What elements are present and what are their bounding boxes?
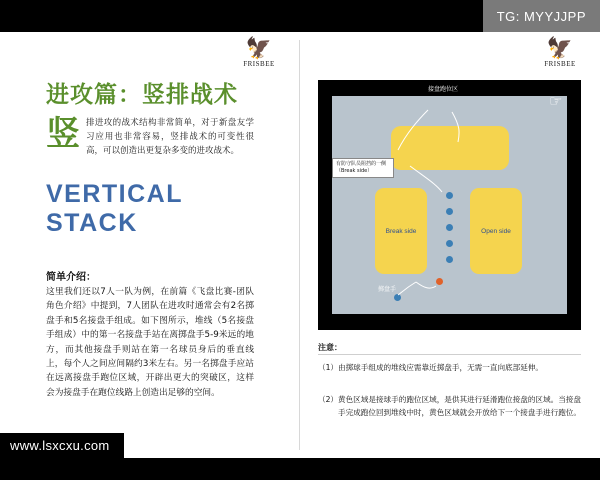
hand-pointer-icon: ☞ bbox=[549, 93, 563, 110]
intro-block bbox=[46, 116, 254, 158]
break-side-zone: Break side bbox=[375, 188, 427, 274]
note-item bbox=[318, 362, 581, 375]
drop-cap: 竖 bbox=[46, 114, 80, 154]
note-text: 由掷球手组成的堆线应需靠近掷盘手，无需一直向底部延伸。 bbox=[338, 363, 544, 372]
logo-right bbox=[538, 38, 582, 78]
page-title: 进攻篇：竖排战术 bbox=[46, 82, 238, 108]
tg-badge: TG: MYYJJPP bbox=[483, 0, 600, 32]
note-number: （1） bbox=[318, 363, 339, 372]
note-item bbox=[318, 394, 581, 419]
tactics-diagram bbox=[318, 80, 581, 330]
note-text: 黄色区域是接球手的跑位区域，是供其进行延滑跑位接盘的区域。当接盘手完成跑位回到堆线中时，黄色区域就会开放给下一个接盘手进行跑位。 bbox=[338, 395, 581, 417]
endzone-label: 接盘跑位区 bbox=[428, 86, 459, 93]
document-sheet bbox=[0, 32, 600, 458]
watermark: www.lsxcxu.com bbox=[0, 433, 124, 458]
intro-text: 排进攻的战术结构非常简单，对于新盘友学习应用也非常容易，竖排战术的可变性很高，可以创造出更复杂多变的进攻战术。 bbox=[86, 118, 254, 156]
right-column bbox=[300, 32, 600, 458]
bottom-black-bar bbox=[0, 458, 600, 480]
headline-vertical-stack: VERTICAL STACK bbox=[46, 180, 183, 237]
notes-title: 注意： bbox=[318, 343, 342, 352]
brand-label: FRISBEE bbox=[243, 60, 275, 68]
section-heading: 简单介绍： bbox=[46, 272, 96, 283]
notes-rule bbox=[318, 354, 581, 355]
diagram-leader-lines bbox=[332, 96, 567, 314]
thrower-label: 掷盘手 bbox=[378, 286, 397, 293]
eagle-icon: 🦅 bbox=[546, 37, 574, 60]
left-column bbox=[0, 32, 299, 458]
brand-label: FRISBEE bbox=[544, 60, 576, 68]
break-side-callout: 有防守队员阻挡的一侧（Break side） bbox=[332, 158, 394, 178]
eagle-icon: 🦅 bbox=[245, 37, 273, 60]
note-number: （2） bbox=[318, 395, 339, 404]
logo-left bbox=[237, 38, 281, 78]
open-side-zone: Open side bbox=[470, 188, 522, 274]
court-field bbox=[332, 96, 567, 314]
body-text: 这里我们还以7人一队为例，在前篇《飞盘比赛-团队角色介绍》中提到，7人团队在进攻时通常会有2名掷盘手和5名接盘手组成。如下图所示，堆线（5名接盘手组成）中的第一名接盘手站在离掷盘手5-9米远的地方，而其他接盘手则站在第一名球员身后的垂直线上，每个人之间应间隔约3米左右。另一名掷盘手应站在远离接盘手跑位区域，开辟出更大的突破区，这样会为接盘手在跑位线路上创造出足够的空间。 bbox=[46, 287, 254, 398]
